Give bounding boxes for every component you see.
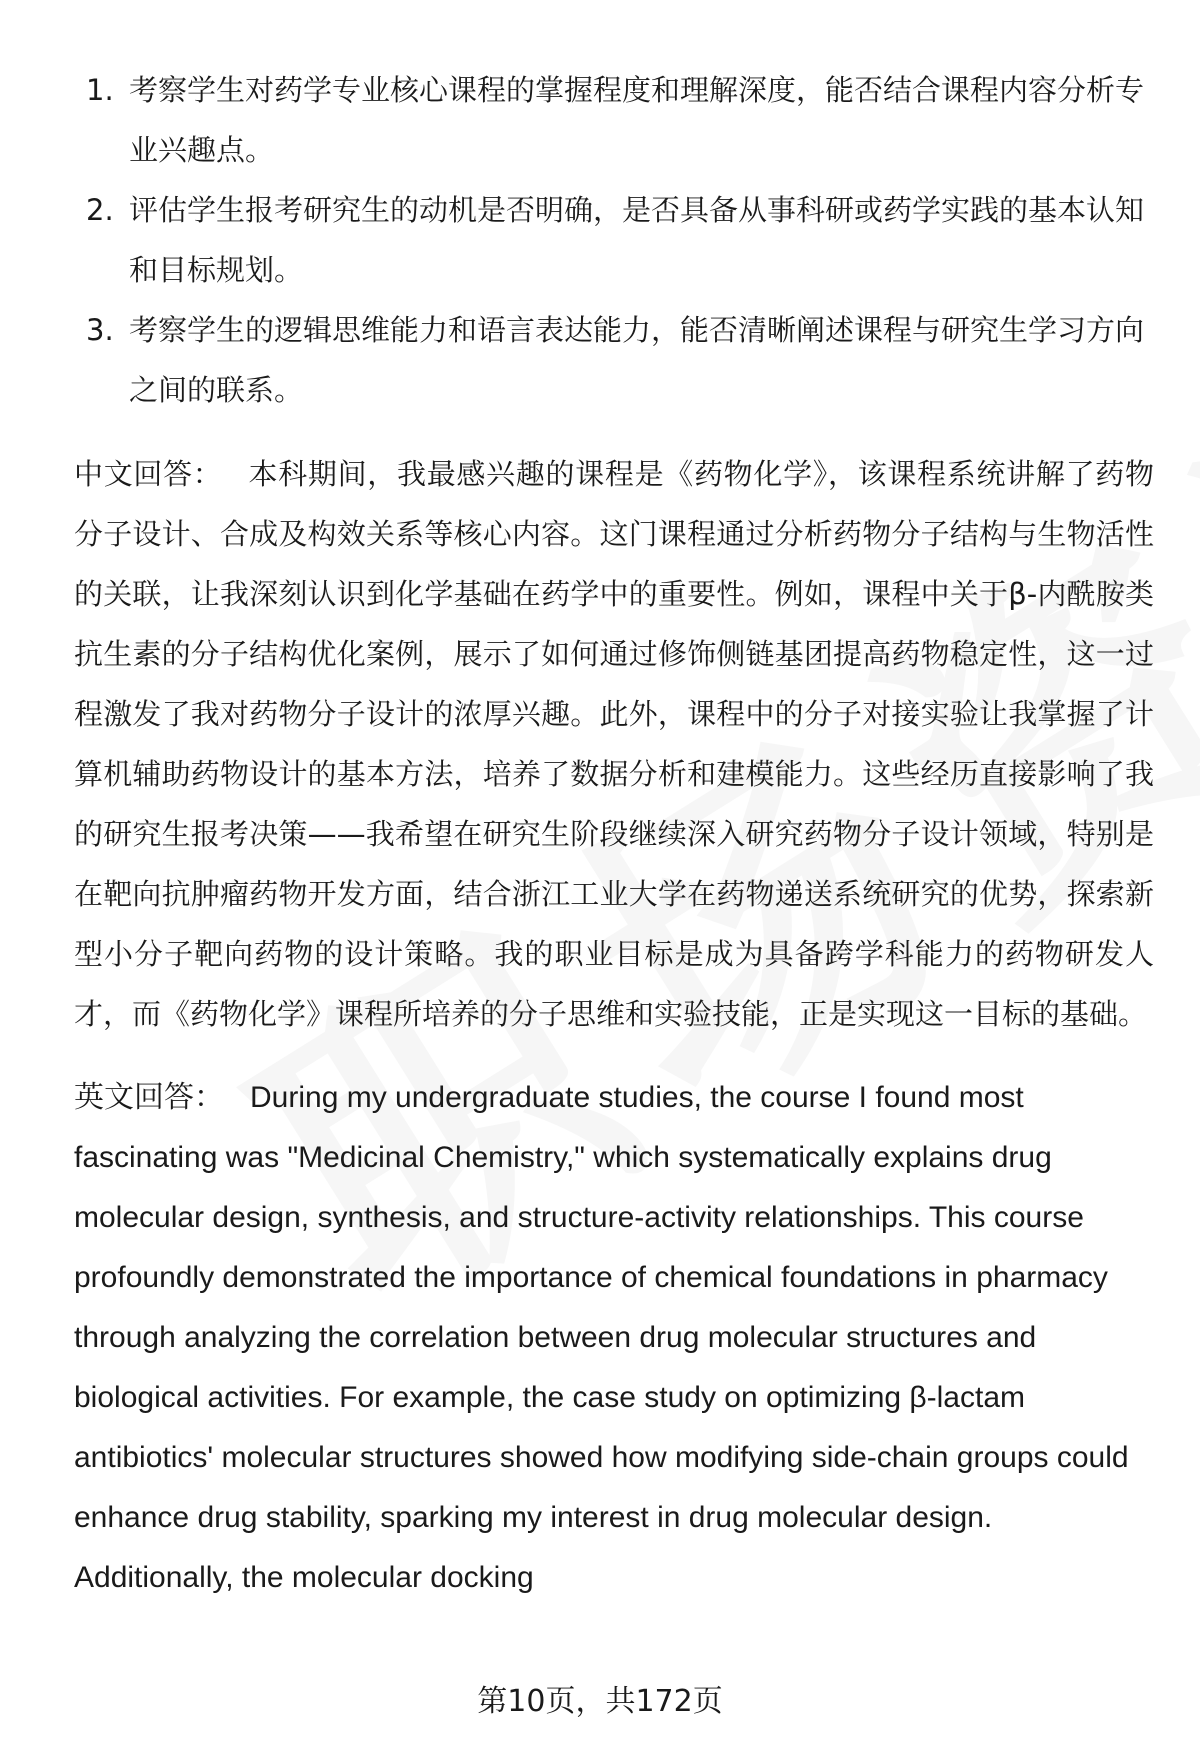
criteria-text: 评估学生报考研究生的动机是否明确，是否具备从事科研或药学实践的基本认知和目标规划。: [129, 193, 1145, 287]
criteria-number: 3.: [86, 313, 114, 347]
page-number-footer: 第10页，共172页: [477, 1684, 723, 1719]
criteria-number: 2.: [86, 193, 114, 227]
criteria-text: 考察学生的逻辑思维能力和语言表达能力，能否清晰阐述课程与研究生学习方向之间的联系。: [129, 313, 1145, 407]
criteria-item: [74, 300, 1154, 420]
criteria-item: [74, 180, 1154, 300]
criteria-number: 1.: [86, 73, 114, 107]
english-answer-label: 英文回答：: [74, 1081, 224, 1114]
english-answer-paragraph: [74, 1068, 1154, 1608]
chinese-answer-paragraph: [74, 444, 1154, 1044]
english-answer-text: During my undergraduate studies, the course I found most fascinating was "Medicinal Chemistry," which systematically explains drug molecular design, synthesis, and structure-activity relationships. This course profoundly demonstrated the importance of chemical foundations in pharmacy through analyzing the correlation between drug molecular structures and biological activities. For example, the case study on optimizing β-lactam antibiotics' molecular structures showed how modifying side-chain groups could enhance drug stability, sparking my interest in drug molecular design. Additionally, the molecular docking: [74, 1081, 1129, 1594]
criteria-list: [74, 60, 1154, 420]
page-content: [74, 60, 1154, 1608]
chinese-answer-label: 中文回答：: [74, 457, 223, 491]
criteria-text: 考察学生对药学专业核心课程的掌握程度和理解深度，能否结合课程内容分析专业兴趣点。: [129, 73, 1145, 167]
criteria-item: [74, 60, 1154, 180]
chinese-answer-text: 本科期间，我最感兴趣的课程是《药物化学》，该课程系统讲解了药物分子设计、合成及构效关系等核心内容。这门课程通过分析药物分子结构与生物活性的关联，让我深刻认识到化学基础在药学中的重要性。例如，课程中关于β-内酰胺类抗生素的分子结构优化案例，展示了如何通过修饰侧链基团提高药物稳定性，这一过程激发了我对药物分子设计的浓厚兴趣。此外，课程中的分子对接实验让我掌握了计算机辅助药物设计的基本方法，培养了数据分析和建模能力。这些经历直接影响了我的研究生报考决策——我希望在研究生阶段继续深入研究药物分子设计领域，特别是在靶向抗肿瘤药物开发方面，结合浙江工业大学在药物递送系统研究的优势，探索新型小分子靶向药物的设计策略。我的职业目标是成为具备跨学科能力的药物研发人才，而《药物化学》课程所培养的分子思维和实验技能，正是实现这一目标的基础。: [74, 457, 1154, 1031]
